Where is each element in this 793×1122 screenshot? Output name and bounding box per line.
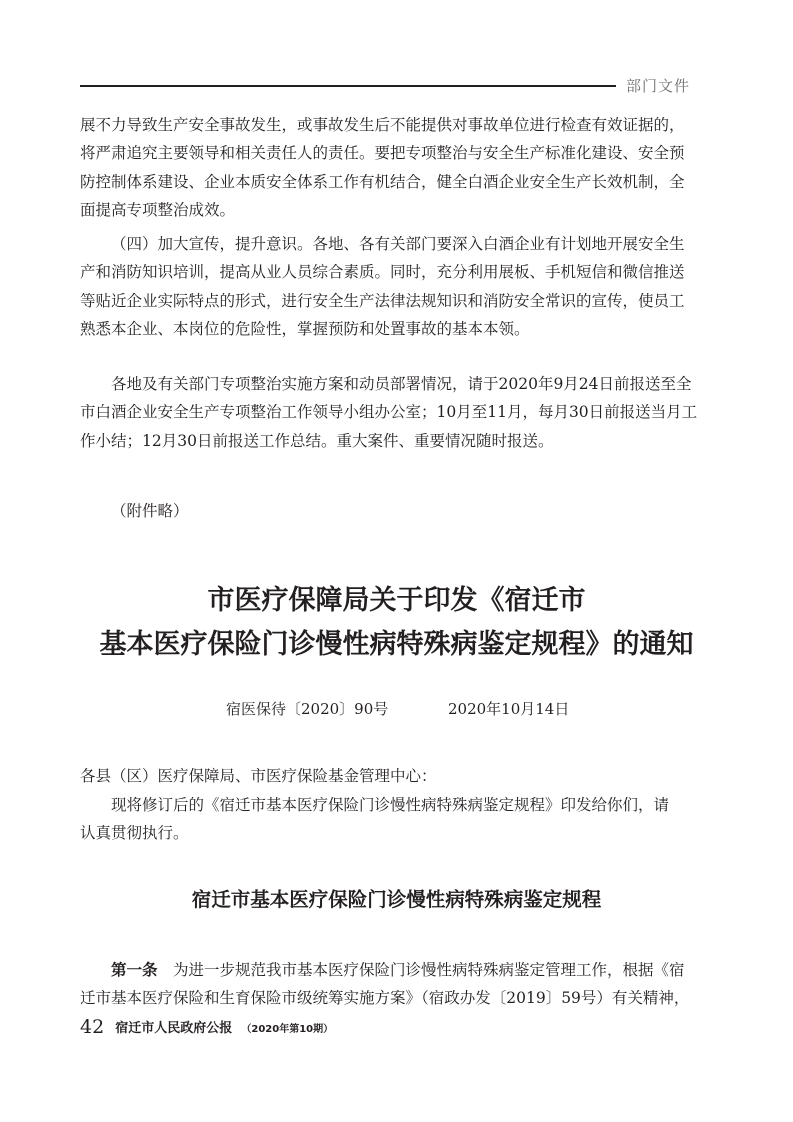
notice-title-line1: 市医疗保障局关于印发《宿迁市: [207, 585, 586, 616]
publication-issue: （2020年第10期）: [241, 1024, 334, 1035]
notice-title-line2: 基本医疗保险门诊慢性病特殊病鉴定规程》的通知: [99, 629, 694, 660]
text-line: 将严肃追究主要领导和相关责任人的责任。要把专项整治与安全生产标准化建设、安全预: [80, 144, 685, 163]
text-line: 面提高专项整治成效。: [80, 201, 236, 220]
text-line: （附件略）: [111, 502, 189, 520]
text-line: 各县（区）医疗保障局、市医疗保险基金管理中心：: [80, 767, 437, 785]
page-footer: [80, 1016, 333, 1040]
text-line: [80, 956, 716, 984]
article-label: 第一条: [111, 961, 158, 979]
text-line: （四）加大宣传，提升意识。各地、各有关部门要深入白酒企业有计划地开展安全生: [111, 235, 685, 253]
text-line: 市白酒企业安全生产专项整治工作领导小组办公室；10月至11月，每月30日前报送当月工: [80, 403, 698, 422]
section-four-paragraph: [80, 230, 716, 344]
text-line: 现将修订后的《宿迁市基本医疗保险门诊慢性病特殊病鉴定规程》印发给你们，请: [111, 796, 670, 814]
document-number: 宿医保待〔2020〕90号: [226, 700, 389, 718]
regulation-title: 宿迁市基本医疗保险门诊慢性病特殊病鉴定规程: [191, 888, 602, 911]
page-number: 42: [80, 1016, 105, 1038]
text-line: 迁市基本医疗保险和生育保险市级统筹实施方案》（宿政办发〔2019〕59号）有关精神，: [80, 989, 690, 1008]
notice-body: [80, 791, 716, 848]
header-rule: [80, 85, 616, 87]
text-line: 作小结；12月30日前报送工作总结。重大案件、重要情况随时报送。: [80, 431, 554, 450]
text-line: 防控制体系建设、企业本质安全体系工作有机结合，健全白酒企业安全生产长效机制，全: [80, 172, 685, 191]
article-text: 为进一步规范我市基本医疗保险门诊慢性病特殊病鉴定管理工作，根据《宿: [173, 961, 685, 979]
section-label: 部门文件: [626, 77, 691, 95]
text-line: 认真贯彻执行。: [80, 824, 189, 843]
continued-paragraph: [80, 111, 716, 225]
text-line: 产和消防知识培训，提高从业人员综合素质。同时，充分利用展板、手机短信和微信推送: [80, 263, 685, 282]
text-line: 等贴近企业实际特点的形式，进行安全生产法律法规知识和消防安全常识的宣传，使员工: [80, 291, 685, 310]
text-line: 各地及有关部门专项整治实施方案和动员部署情况，请于2020年9月24日前报送至全: [111, 375, 692, 393]
article-one: [80, 956, 716, 1013]
recipients: [80, 762, 716, 790]
reporting-paragraph: [80, 370, 716, 455]
text-line: 展不力导致生产安全事故发生，或事故发生后不能提供对事故单位进行检查有效证据的，: [80, 116, 685, 134]
attachment-note: [80, 497, 716, 525]
document-date: 2020年10月14日: [448, 700, 570, 718]
publication-title: 宿迁市人民政府公报: [115, 1021, 233, 1036]
text-line: 熟悉本企业、本岗位的危险性，掌握预防和处置事故的基本本领。: [80, 320, 530, 339]
